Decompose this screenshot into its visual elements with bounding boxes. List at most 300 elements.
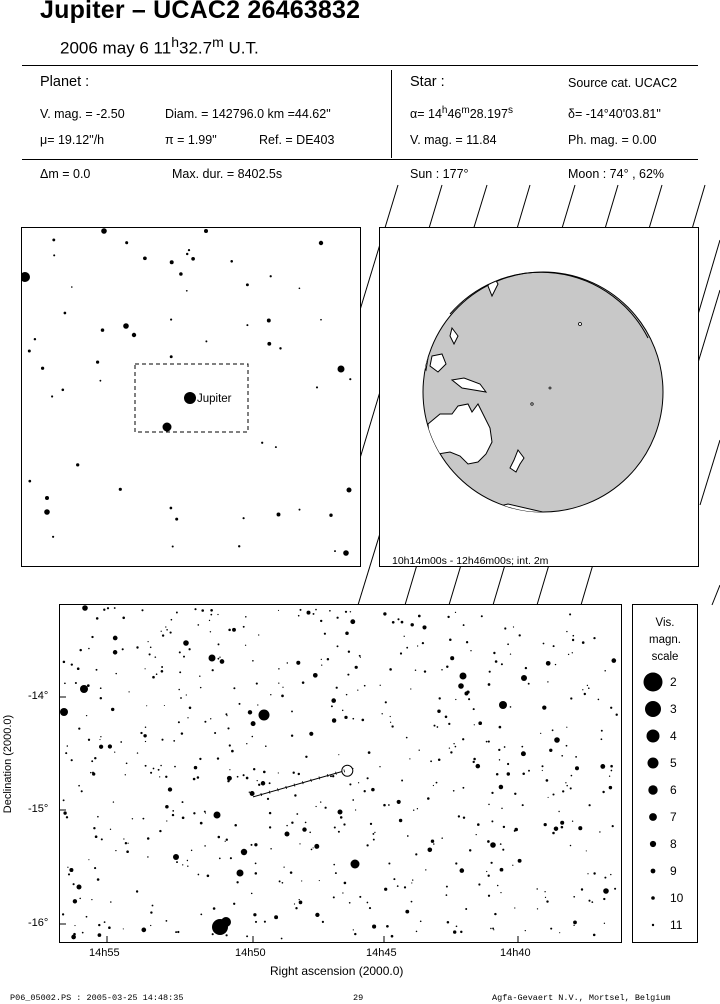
chart-star	[74, 925, 75, 926]
chart-star	[200, 687, 201, 688]
finder-star	[186, 290, 188, 292]
chart-star	[488, 895, 490, 897]
chart-star	[296, 813, 298, 815]
chart-star	[371, 788, 375, 792]
finder-star	[45, 496, 49, 500]
chart-star	[476, 834, 477, 835]
chart-star	[345, 611, 347, 613]
chart-star	[566, 745, 568, 747]
chart-star	[573, 925, 574, 926]
chart-star	[88, 739, 90, 741]
chart-star	[63, 661, 66, 664]
chart-star	[193, 778, 196, 781]
chart-star	[261, 781, 266, 786]
chart-star	[441, 837, 443, 839]
chart-star	[65, 752, 67, 754]
chart-star	[176, 612, 178, 614]
chart-star	[428, 848, 433, 853]
chart-star	[474, 724, 475, 725]
planet-track-tick	[336, 772, 337, 775]
chart-star	[544, 823, 547, 826]
chart-star	[305, 822, 307, 824]
chart-star	[495, 660, 498, 663]
chart-star	[566, 785, 568, 787]
chart-star	[490, 862, 492, 864]
chart-star	[379, 766, 380, 767]
chart-star	[178, 721, 180, 723]
planet-diameter: Diam. = 142796.0 km =44.62"	[165, 107, 331, 121]
scale-dot	[651, 869, 656, 874]
chart-star	[305, 756, 307, 758]
chart-star	[63, 799, 65, 801]
chart-star	[422, 642, 424, 644]
chart-star	[427, 797, 430, 800]
chart-star	[205, 813, 206, 814]
chart-star	[554, 826, 559, 831]
scale-level-label: 11	[670, 918, 683, 932]
chart-star	[245, 616, 247, 618]
scale-level-label: 8	[670, 837, 677, 851]
chart-star	[257, 704, 258, 705]
chart-star	[390, 722, 391, 723]
planet-track-tick	[286, 786, 287, 789]
finder-star	[28, 480, 31, 483]
chart-star	[140, 732, 142, 734]
chart-star	[361, 719, 364, 722]
chart-star	[186, 694, 187, 695]
finder-star	[334, 550, 336, 552]
chart-star	[298, 773, 300, 775]
chart-star	[82, 932, 84, 934]
chart-star	[87, 684, 90, 687]
chart-star	[494, 913, 496, 915]
chart-star	[367, 777, 369, 779]
chart-star	[150, 911, 152, 913]
chart-star	[488, 741, 490, 743]
chart-star	[294, 903, 295, 904]
chart-star	[307, 611, 311, 615]
chart-star	[499, 726, 502, 729]
chart-star	[542, 770, 543, 771]
finder-star	[123, 323, 129, 329]
chart-star	[366, 844, 368, 846]
finder-star	[170, 260, 174, 264]
chart-star	[218, 658, 220, 660]
chart-star	[227, 780, 229, 782]
chart-star	[476, 764, 481, 769]
chart-star	[278, 772, 279, 773]
chart-star	[447, 921, 450, 924]
chart-star	[60, 708, 68, 716]
chart-star	[588, 900, 590, 902]
chart-star	[79, 898, 81, 900]
planet-vmag: V. mag. = -2.50	[40, 107, 125, 121]
chart-star	[227, 776, 232, 781]
finder-star	[101, 228, 107, 234]
chart-star	[199, 758, 201, 760]
chart-star	[228, 629, 231, 632]
chart-star	[550, 928, 552, 930]
planet-ephemeris: Ref. = DE403	[259, 133, 335, 147]
chart-star	[331, 705, 333, 707]
chart-star	[123, 928, 124, 929]
chart-star	[255, 921, 257, 923]
chart-star	[71, 935, 76, 940]
chart-star	[165, 776, 167, 778]
chart-star	[513, 626, 514, 627]
chart-star	[113, 801, 114, 802]
planet-motion: μ= 19.12"/h	[40, 133, 105, 147]
chart-star	[507, 763, 509, 765]
chart-star	[464, 692, 468, 696]
max-duration: Max. dur. = 8402.5s	[172, 167, 283, 181]
chart-star	[411, 882, 412, 883]
finder-star-field	[22, 228, 360, 566]
chart-star	[368, 751, 371, 754]
finder-star	[246, 324, 248, 326]
planet-track-tick	[302, 781, 303, 784]
finder-star	[204, 229, 208, 233]
chart-star	[573, 896, 575, 898]
chart-star	[237, 870, 244, 877]
chart-star	[152, 905, 154, 907]
chart-star	[162, 634, 164, 636]
scale-dot	[650, 841, 656, 847]
chart-star	[409, 758, 410, 759]
chart-star	[491, 820, 493, 822]
finder-star	[316, 386, 318, 388]
planet-track-tick	[319, 777, 320, 780]
chart-star	[612, 825, 614, 827]
chart-star	[575, 756, 577, 758]
chart-star	[492, 927, 494, 929]
chart-star	[546, 661, 551, 666]
chart-star	[73, 899, 77, 903]
chart-star	[220, 659, 225, 664]
chart-star	[160, 765, 162, 767]
chart-star	[218, 836, 221, 839]
chart-star	[72, 871, 73, 872]
chart-star	[507, 772, 510, 775]
chart-star	[589, 804, 591, 806]
chart-star	[406, 647, 408, 649]
scale-level-label: 2	[670, 675, 677, 689]
chart-star	[609, 776, 610, 777]
scale-level-label: 3	[670, 702, 677, 716]
chart-star	[498, 749, 500, 751]
chart-star	[226, 715, 227, 716]
chart-star	[333, 864, 335, 866]
chart-star	[514, 793, 516, 795]
chart-star	[417, 645, 418, 646]
chart-star	[419, 750, 420, 751]
chart-star	[568, 654, 569, 655]
chart-star	[462, 787, 464, 789]
ra-minutes: 46	[447, 107, 462, 122]
chart-star	[249, 792, 250, 793]
finder-star	[179, 272, 183, 276]
chart-star	[569, 613, 571, 615]
chart-star	[504, 746, 506, 748]
shadow-line	[700, 440, 720, 505]
chart-star	[448, 723, 450, 725]
chart-star	[255, 863, 257, 865]
chart-star	[170, 632, 172, 634]
chart-star	[320, 801, 321, 802]
globe-view	[380, 228, 698, 566]
chart-star	[351, 860, 360, 869]
chart-star	[364, 790, 366, 792]
chart-star	[518, 859, 522, 863]
chart-star	[165, 805, 169, 809]
chart-star	[149, 653, 151, 655]
chart-star	[340, 816, 343, 819]
chart-star	[183, 656, 185, 658]
chart-star	[487, 840, 490, 843]
chart-star	[147, 856, 148, 857]
chart-star	[150, 772, 152, 774]
chart-star	[155, 656, 157, 658]
ra-h-unit: h	[441, 105, 448, 116]
chart-star	[460, 868, 465, 873]
chart-star	[73, 883, 75, 885]
finder-star	[205, 340, 207, 342]
chart-star	[86, 916, 88, 918]
chart-star	[204, 721, 206, 723]
ra-m-unit: m	[461, 105, 470, 116]
chart-star	[338, 810, 343, 815]
chart-star	[393, 878, 395, 880]
main-star-field	[60, 605, 621, 942]
scale-level-label: 10	[670, 891, 684, 905]
scale-dot	[648, 758, 659, 769]
finder-star	[270, 275, 272, 277]
chart-star	[386, 925, 389, 928]
chart-star	[113, 636, 118, 641]
chart-star	[172, 814, 174, 816]
page-title: Jupiter – UCAC2 26463832	[40, 0, 361, 24]
chart-star	[566, 727, 567, 728]
chart-star	[548, 797, 549, 798]
chart-star	[381, 713, 382, 714]
star-vmag: V. mag. = 11.84	[410, 133, 497, 147]
chart-star	[136, 646, 138, 648]
chart-star	[300, 609, 302, 611]
chart-star	[194, 608, 196, 610]
chart-star	[128, 691, 129, 692]
chart-star	[91, 899, 92, 900]
finder-star	[125, 241, 128, 244]
chart-star	[373, 839, 375, 841]
chart-star	[217, 757, 219, 759]
planet-track-tick	[327, 774, 328, 777]
chart-star	[226, 839, 228, 841]
chart-star	[210, 614, 212, 616]
chart-star	[521, 746, 523, 748]
chart-star	[552, 793, 554, 795]
chart-star	[616, 714, 618, 716]
chart-star	[350, 611, 351, 612]
finder-star	[101, 328, 105, 332]
chart-star	[525, 667, 527, 669]
chart-star	[236, 881, 238, 883]
chart-star	[231, 750, 234, 753]
chart-star	[68, 873, 70, 875]
chart-star	[599, 831, 600, 832]
chart-star	[204, 811, 206, 813]
chart-star	[209, 620, 210, 621]
chart-star	[225, 841, 226, 842]
chart-star	[584, 693, 586, 695]
delta-mag: Δm = 0.0	[40, 167, 91, 181]
chart-star	[510, 653, 511, 654]
chart-star	[401, 621, 404, 624]
chart-star	[71, 759, 73, 761]
chart-star	[546, 900, 548, 902]
chart-star	[239, 703, 241, 705]
scale-title-line: scale	[651, 651, 679, 663]
chart-star	[286, 825, 287, 826]
finder-star	[170, 507, 173, 510]
chart-star	[125, 774, 126, 775]
chart-star	[338, 754, 339, 755]
dec-tick-label: -14°	[28, 690, 49, 702]
chart-star	[93, 827, 95, 829]
chart-star	[314, 844, 319, 849]
chart-star	[214, 812, 221, 819]
chart-star	[302, 681, 305, 684]
chart-star	[514, 907, 515, 908]
chart-star	[88, 859, 89, 860]
chart-star	[320, 620, 322, 622]
chart-star	[470, 650, 471, 651]
chart-star	[397, 885, 399, 887]
chart-star	[79, 649, 81, 651]
chart-star	[586, 850, 587, 851]
chart-star	[344, 882, 347, 885]
finder-star	[119, 488, 122, 491]
chart-star	[319, 880, 320, 881]
chart-star	[486, 871, 487, 872]
chart-star	[94, 757, 96, 759]
chart-star	[63, 811, 66, 814]
chart-star	[412, 879, 413, 880]
chart-star	[446, 894, 448, 896]
finder-star	[76, 463, 79, 466]
chart-star	[161, 631, 162, 632]
chart-star	[418, 615, 421, 618]
chart-star	[251, 721, 256, 726]
finder-star	[143, 256, 147, 260]
finder-star	[188, 249, 190, 251]
chart-star	[188, 648, 190, 650]
chart-star	[593, 934, 596, 937]
finder-star	[52, 238, 55, 241]
chart-star	[90, 772, 92, 774]
ra-tick-label: 14h50	[235, 947, 266, 959]
chart-star	[221, 920, 223, 922]
chart-star	[553, 645, 555, 647]
scale-dot	[644, 673, 663, 692]
chart-star	[604, 877, 606, 879]
chart-star	[270, 694, 271, 695]
chart-star	[324, 633, 326, 635]
ra-hours: α= 14	[410, 107, 442, 122]
chart-star	[541, 765, 543, 767]
chart-star	[278, 668, 279, 669]
chart-star	[69, 868, 73, 872]
chart-star	[329, 610, 331, 612]
chart-star	[582, 689, 583, 690]
chart-star	[486, 741, 488, 743]
target-star-marker	[342, 765, 353, 776]
finder-star	[99, 380, 101, 382]
chart-star	[359, 655, 361, 657]
chart-star	[152, 676, 155, 679]
chart-star	[438, 758, 441, 761]
chart-star	[499, 785, 504, 790]
dec-tick-label: -16°	[28, 917, 49, 929]
chart-star	[251, 893, 253, 895]
chart-star	[388, 862, 390, 864]
footer-company: Agfa-Gevaert N.V., Mortsel, Belgium	[492, 993, 671, 1003]
chart-star	[456, 925, 458, 927]
chart-star	[415, 853, 417, 855]
chart-star	[465, 908, 467, 910]
chart-star	[401, 780, 403, 782]
chart-star	[81, 790, 83, 792]
chart-star	[449, 638, 452, 641]
chart-star	[598, 699, 600, 701]
chart-star	[501, 663, 503, 665]
chart-star	[267, 798, 269, 800]
chart-star	[404, 886, 406, 888]
chart-star	[270, 848, 272, 850]
chart-star	[610, 874, 611, 875]
chart-star	[255, 872, 257, 875]
finder-star	[51, 395, 53, 397]
chart-star	[301, 880, 302, 881]
chart-star	[200, 914, 202, 916]
chart-star	[397, 618, 399, 620]
chart-star	[95, 835, 98, 838]
sun-elongation: Sun : 177°	[410, 167, 469, 181]
chart-star	[264, 921, 266, 923]
chart-star	[560, 821, 564, 825]
finder-star	[329, 514, 332, 517]
chart-star	[299, 901, 303, 905]
chart-star	[173, 854, 179, 860]
chart-star	[311, 849, 313, 851]
chart-star	[468, 698, 470, 700]
chart-star	[142, 818, 144, 820]
chart-star	[136, 890, 138, 892]
chart-star	[325, 807, 327, 809]
chart-star	[282, 687, 283, 688]
chart-star	[200, 822, 203, 825]
chart-star	[490, 928, 491, 929]
chart-star	[342, 710, 343, 711]
chart-star	[219, 657, 220, 658]
chart-star	[232, 628, 236, 632]
star-heading: Star :	[410, 74, 445, 90]
chart-star	[343, 823, 345, 825]
chart-star	[246, 743, 247, 744]
chart-star	[62, 913, 64, 915]
chart-star	[354, 933, 356, 935]
chart-star	[180, 697, 182, 699]
chart-star	[107, 607, 109, 609]
